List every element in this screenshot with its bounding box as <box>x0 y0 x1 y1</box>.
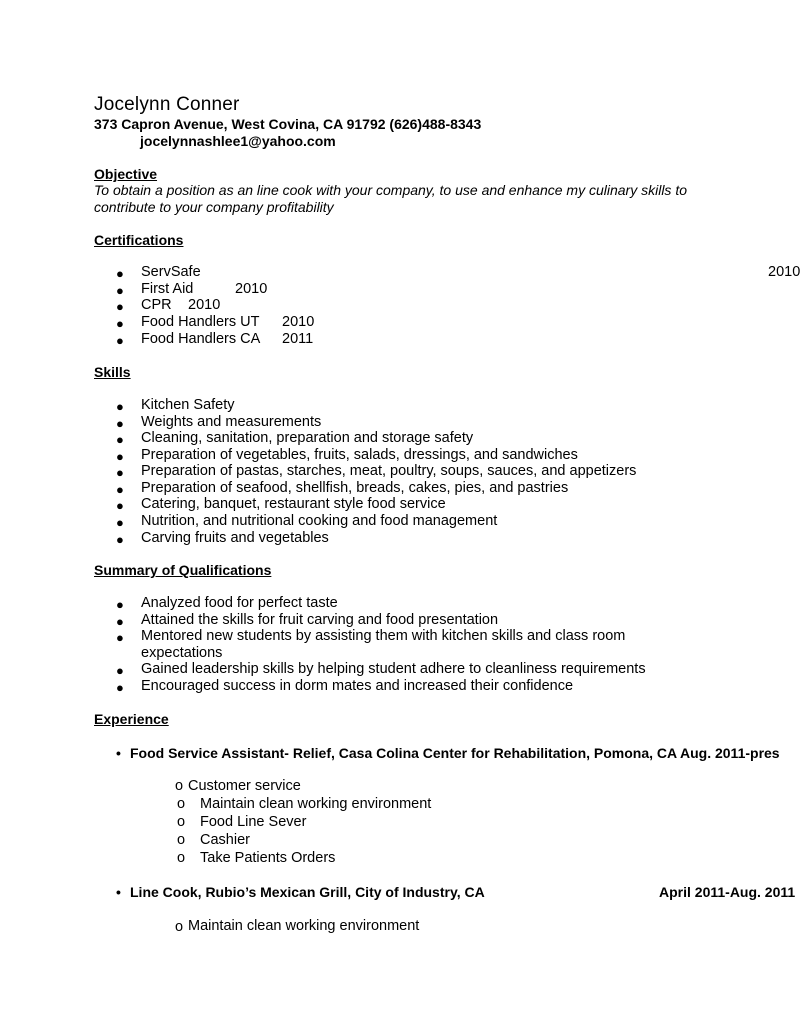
job-title: Line Cook, Rubio’s Mexican Grill, City of Industry, CA <box>130 884 485 900</box>
circle-bullet-icon: o <box>175 778 184 794</box>
circle-bullet-icon: o <box>177 832 186 848</box>
circle-bullet-icon: o <box>177 796 186 812</box>
cert-year: 2011 <box>282 331 314 347</box>
bullet-icon: ● <box>116 266 124 281</box>
bullet-icon: ● <box>116 680 124 695</box>
bullet-icon: ● <box>116 333 124 348</box>
list-item: Carving fruits and vegetables <box>141 530 329 546</box>
cert-year: 2010 <box>188 297 221 313</box>
list-item: Weights and measurements <box>141 414 322 430</box>
list-item: Cleaning, sanitation, preparation and storage safety <box>141 430 474 446</box>
bullet-icon: ● <box>116 597 124 612</box>
bullet-icon: ● <box>116 283 124 298</box>
bullet-icon: ● <box>116 515 124 530</box>
bullet-icon: ● <box>116 399 124 414</box>
cert-name: ServSafe <box>141 264 201 280</box>
list-item: Nutrition, and nutritional cooking and food management <box>141 513 498 529</box>
bullet-icon: ● <box>116 465 124 480</box>
duty-item: Maintain clean working environment <box>188 918 420 934</box>
duty-item: Cashier <box>200 832 250 848</box>
circle-bullet-icon: o <box>175 919 184 935</box>
job-title: Food Service Assistant- Relief, Casa Colina Center for Rehabilitation, Pomona, CA Aug. 2011-pres <box>130 745 780 761</box>
qualifications-heading: Summary of Qualifications <box>94 562 272 578</box>
list-item: Analyzed food for perfect taste <box>141 595 338 611</box>
candidate-name: Jocelynn Conner <box>94 94 240 115</box>
bullet-icon: ● <box>116 532 124 547</box>
bullet-icon: ● <box>116 663 124 678</box>
certifications-heading: Certifications <box>94 232 184 248</box>
list-item: Encouraged success in dorm mates and increased their confidence <box>141 678 574 694</box>
list-item: Catering, banquet, restaurant style food service <box>141 496 446 512</box>
cert-name: Food Handlers CA <box>141 331 261 347</box>
list-item: Mentored new students by assisting them with kitchen skills and class room <box>141 628 626 644</box>
list-item: Attained the skills for fruit carving and food presentation <box>141 612 499 628</box>
bullet-icon: ● <box>116 316 124 331</box>
circle-bullet-icon: o <box>177 814 186 830</box>
bullet-icon: ● <box>116 498 124 513</box>
skills-heading: Skills <box>94 364 131 380</box>
list-item: Preparation of pastas, starches, meat, poultry, soups, sauces, and appetizers <box>141 463 637 479</box>
objective-line-2: contribute to your company profitability <box>94 199 334 215</box>
bullet-icon: ● <box>116 299 124 314</box>
cert-name: Food Handlers UT <box>141 314 260 330</box>
cert-year: 2010 <box>235 281 268 297</box>
bullet-icon: ● <box>116 416 124 431</box>
bullet-icon: ● <box>116 630 124 645</box>
objective-line-1: To obtain a position as an line cook with your company, to use and enhance my culinary skills to <box>94 182 687 198</box>
email-address: jocelynnashlee1@yahoo.com <box>140 133 336 149</box>
cert-name: CPR <box>141 297 172 313</box>
cert-year: 2010 <box>768 264 800 280</box>
duty-item: Take Patients Orders <box>200 850 336 866</box>
cert-name: First Aid <box>141 281 194 297</box>
objective-heading: Objective <box>94 166 158 182</box>
bullet-icon: ● <box>116 482 124 497</box>
list-item: Gained leadership skills by helping student adhere to cleanliness requirements <box>141 661 646 677</box>
list-item-continuation: expectations <box>141 645 223 661</box>
small-bullet-icon: • <box>116 745 121 761</box>
small-bullet-icon: • <box>116 884 121 900</box>
bullet-icon: ● <box>116 614 124 629</box>
address-phone-line: 373 Capron Avenue, West Covina, CA 91792 (626)488-8343 <box>94 116 482 132</box>
cert-year: 2010 <box>282 314 315 330</box>
list-item: Preparation of seafood, shellfish, breads, cakes, pies, and pastries <box>141 480 569 496</box>
duty-item: Food Line Sever <box>200 814 307 830</box>
bullet-icon: ● <box>116 449 124 464</box>
duty-item: Customer service <box>188 778 301 794</box>
duty-item: Maintain clean working environment <box>200 796 432 812</box>
list-item: Kitchen Safety <box>141 397 235 413</box>
bullet-icon: ● <box>116 432 124 447</box>
experience-heading: Experience <box>94 711 169 727</box>
circle-bullet-icon: o <box>177 850 186 866</box>
list-item: Preparation of vegetables, fruits, salads, dressings, and sandwiches <box>141 447 578 463</box>
job-dates: April 2011-Aug. 2011 <box>659 884 796 900</box>
